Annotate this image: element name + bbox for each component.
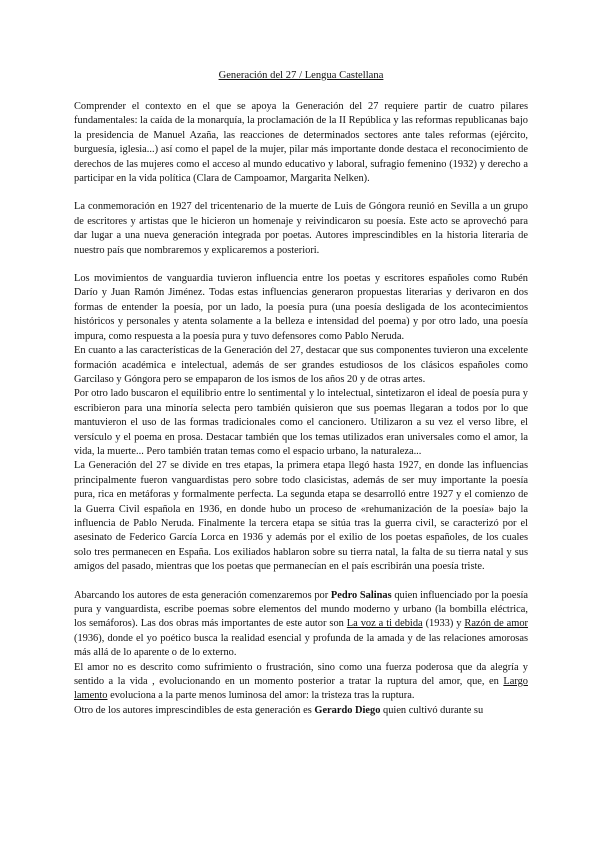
paragraph-stages: La Generación del 27 se divide en tres etapas, la primera etapa llegó hasta 1927, en donde las influencias principalmente fueron vanguardistas pero sobre todo clasicistas, además de ser muy importante la poesía pura, rica en metáforas y formalmente perfecta. La segunda etapa se desarrolló entre 1927 y el comienzo de la Guerra Civil española en 1936, en donde hubo un proceso de «rehumanización de la poesía» bajo la influencia de Pablo Neruda. Finalmente la tercera etapa se sitúa tras la guerra civil, se caracterizó por el asesinato de Federico García Lorca en 1936 y además por el exilio de los poetas españoles, de los cuales solo tres permanecen en España. Los exiliados hablaron sobre su tierra natal, la falta de su tierra natal y sus amigos del pasado, mientras que los poetas que permanecían en el país escribirán una poesía triste. (74, 460, 528, 573)
work-title-largo-lamento: Largo lamento (74, 676, 528, 702)
document-title: Generación del 27 / Lengua Castellana (218, 70, 384, 81)
paragraph-salinas (74, 589, 528, 661)
work-title-la-voz: La voz a ti debida (346, 618, 423, 630)
paragraph-context: Comprender el contexto en el que se apoya la Generación del 27 requiere partir de cuatro pilares fundamentales: la caída de la monarquía, la proclamación de la II República y las reformas republicanas bajo la presidencia de Manuel Azaña, las reacciones de determinados sectores ante tales reformas (ejército, burguesía, iglesia...) así como el papel de la mujer, pilar más importante donde destaca el reconocimiento de derechos de las mujeres como el acceso al mundo educativo y laboral, sufragio femenino (1932) y derecho a participar en la vida política (Clara de Campoamor, Margarita Nelken). (74, 101, 528, 185)
paragraph-commemoration: La conmemoración en 1927 del tricentenario de la muerte de Luis de Góngora reunió en Sevilla a un grupo de escritores y artistas que le hicieron un homenaje y reivindicaron su poesía. Este acto se aprovechó para dar lugar a una nueva generación integrada por poetas. Autores imprescindibles en la historia literaria de nuestro país que nombraremos y explicaremos a posteriori. (74, 201, 528, 256)
text-span: (1933) y (422, 618, 465, 630)
paragraph-balance: Por otro lado buscaron el equilibrio entre lo sentimental y lo intelectual, sintetizaron el ideal de poesía pura y escribieron para una minoría selecta pero también quisieron que sus poemas llegaran a todos por lo que mantuvieron el uso de las formas tradicionales como el cancionero. Utilizaron a su vez el verso libre, el versículo y el poema en prosa. Destacar también que los temas utilizados eran universales como el amor, la vida, la muerte... Pero también tratan temas como el espacio urbano, la naturaleza... (74, 388, 528, 457)
text-span: Otro de los autores imprescindibles de esta generación es (74, 704, 315, 716)
paragraph-diego (74, 704, 528, 718)
text-span: (1936), donde el yo poético busca la realidad esencial y profunda de la amada y de las relaciones amorosas más allá de lo aparente o de lo externo. (74, 632, 528, 659)
author-name-salinas: Pedro Salinas (330, 589, 392, 601)
author-name-diego: Gerardo Diego (314, 704, 381, 716)
text-span: quien influenciado por la poesía pura y vanguardista, escribe poemas sobre elementos del mundo moderno y urbano (la bombilla eléctrica, los semáforos). Las dos obras más importantes de este autor son (74, 589, 528, 630)
text-span: Abarcando los autores de esta generación comenzaremos por (74, 589, 331, 601)
work-title-razon: Razón de amor (464, 618, 528, 630)
text-span: evoluciona a la parte menos luminosa del amor: la tristeza tras la ruptura. (107, 690, 415, 702)
paragraph-characteristics: En cuanto a las características de la Generación del 27, destacar que sus componentes tuvieron una excelente formación académica e intelectual, además de ser grandes estudiosos de los clásicos españoles como Garcilaso y Góngora pero se empaparon de los ismos de los años 20 y de otras artes. (74, 345, 528, 385)
text-span: quien cultivó durante su (380, 704, 484, 716)
paragraph-vanguard: Los movimientos de vanguardia tuvieron influencia entre los poetas y escritores españoles como Rubén Darío y Juan Ramón Jiménez. Todas estas influencias generaron propuestas literarias y derivaron en dos formas de entender la poesía, por un lado, la poesía pura (una poesía desligada de los acontecimientos históricos y personales y atenta solamente a la belleza e intensidad del poema) y por otro lado, una poesía impura, como respuesta a la poesía pura y tuvo defensores como Pablo Neruda. (74, 273, 528, 342)
text-span: El amor no es descrito como sufrimiento o frustración, sino como una fuerza poderosa que da alegría y sentido a la vida , evolucionando en un momento posterior a tratar la ruptura del amor, que, en (74, 661, 528, 688)
paragraph-love (74, 661, 528, 704)
